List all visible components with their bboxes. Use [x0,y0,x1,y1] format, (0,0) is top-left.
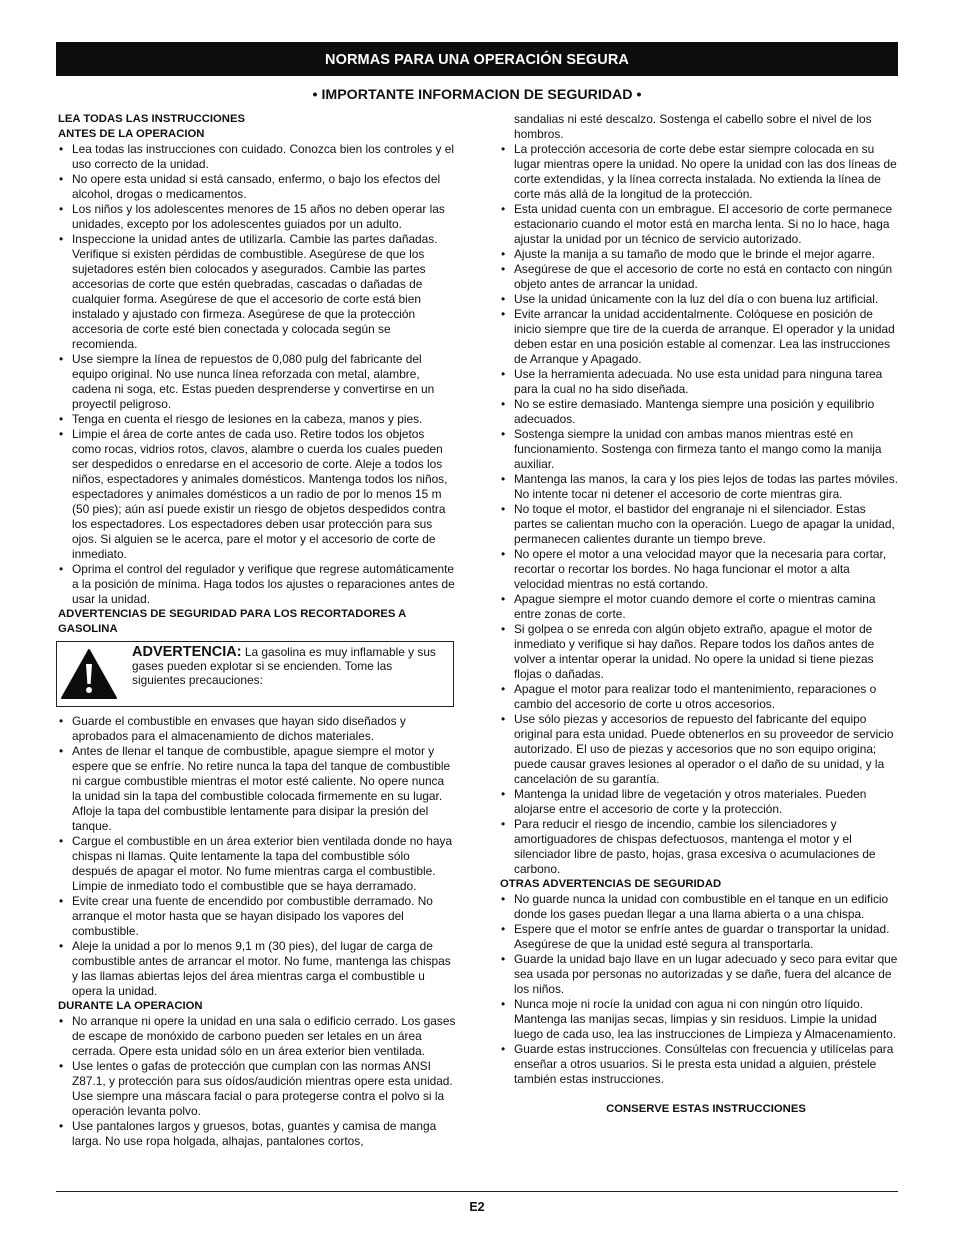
list-item: • No arranque ni opere la unidad en una sala o edificio cerrado. Los gases de escape de monóxido de carbono pueden ser letales en un área cerrada. Opere esta unidad sólo en un área exterior bien ventilada. [58,1014,456,1059]
list-item: • Oprima el control del regulador y verifique que regrese automáticamente a la posición de mínima. Haga todos los ajustes o reparaciones antes de usar la unidad. [58,562,456,607]
left-column [58,112,456,1149]
list-item: • Use lentes o gafas de protección que cumplan con las normas ANSI Z87.1, y protección para sus oídos/audición mientras opere esta unidad. Use siempre una máscara facial o para protegerse contra el polvo si la operación levanta polvo. [58,1059,456,1119]
section-title-other-warnings: OTRAS ADVERTENCIAS DE SEGURIDAD [500,878,722,890]
list-item: • No se estire demasiado. Mantenga siempre una posición y equilibrio adecuados. [500,397,898,427]
list-item: • Si golpea o se enreda con algún objeto extraño, apague el motor de inmediato y verifique si hay daños. Repare todos los daños antes de volver a intentar operar la unidad. No opere la unidad si tiene piezas flojas o dañadas. [500,622,898,682]
list-item: • Antes de llenar el tanque de combustible, apague siempre el motor y espere que se enfríe. No retire nunca la tapa del tanque de combustible ni cargue combustible mientras el motor esté caliente. No opere nunca la unidad sin la tapa del combustible colocada firmemente en su lugar. Afloje la tapa del combustible lentamente para disipar la presión del tanque. [58,744,456,834]
list-item: • Cargue el combustible en un área exterior bien ventilada donde no haya chispas ni llamas. Quite lentamente la tapa del combustible sólo después de apagar el motor. No fume mientras carga el combustible. Limpie de inmediato todo el combustible que se haya derramado. [58,834,456,894]
list-item: • Use pantalones largos y gruesos, botas, guantes y camisa de manga larga. No use ropa holgada, alhajas, pantalones cortos, [58,1119,456,1149]
list-item: • No opere el motor a una velocidad mayor que la necesaria para cortar, recortar o recortar los bordes. No haga funcionar el motor a alta velocidad mientras no está cortando. [500,547,898,592]
section-title-gasoline: GASOLINA [58,623,118,635]
list-item: • Evite crear una fuente de encendido por combustible derramado. No arranque el motor hasta que se hayan disipado los vapores del combustible. [58,894,456,939]
list-item: • Asegúrese de que el accesorio de corte no está en contacto con ningún objeto antes de arrancar la unidad. [500,262,898,292]
page-subtitle: • IMPORTANTE INFORMACION DE SEGURIDAD • [312,87,642,103]
list-item: • Aleje la unidad a por lo menos 9,1 m (30 pies), del lugar de carga de combustible antes de arrancar el motor. No fume, mantenga las chispas y las llamas abiertas lejos del área mientras carga el combustible u opera la unidad. [58,939,456,999]
warning-title: ADVERTENCIA: [132,644,242,660]
list-item: • Apague siempre el motor cuando demore el corte o mientras camina entre zonas de corte. [500,592,898,622]
warning-text [132,645,439,687]
warning-body: La gasolina es muy inflamable y sus gases pueden explotar si se encienden. Tome las siguientes precauciones: [132,645,436,687]
list-item: • Apague el motor para realizar todo el mantenimiento, reparaciones o cambio del accesorio de corte u otros accesorios. [500,682,898,712]
footer-divider [56,1191,898,1192]
list-item: • Mantenga la unidad libre de vegetación y otros materiales. Pueden alojarse entre el accesorio de corte y la protección. [500,787,898,817]
before-operation-list [58,142,456,607]
warning-box [56,641,454,707]
warning-triangle-icon [60,648,118,700]
list-item: • No guarde nunca la unidad con combustible en el tanque en un edificio donde los gases puedan llegar a una llama abierta o a una chispa. [500,892,898,922]
conserve-instructions: CONSERVE ESTAS INSTRUCCIONES [606,1103,806,1115]
list-item: • Lea todas las instrucciones con cuidado. Conozca bien los controles y el uso correcto de la unidad. [58,142,456,172]
other-warnings-list [500,892,898,1087]
list-item: • No toque el motor, el bastidor del engranaje ni el silenciador. Estas partes se calientan mucho con la operación. Luego de apagar la unidad, permanecen calientes durante un tiempo breve. [500,502,898,547]
list-item: • Use siempre la línea de repuestos de 0,080 pulg del fabricante del equipo original. No use nunca línea reforzada con metal, alambre, cadena ni soga, etc. Estas pueden desprenderse y convertirse en un proyectil peligroso. [58,352,456,412]
list-item: • Para reducir el riesgo de incendio, cambie los silenciadores y amortiguadores de chispas defectuosos, mantenga el motor y el silenciador libre de pasto, hojas, grasa excesiva o acumulaciones de carbono. [500,817,898,877]
list-item: • Nunca moje ni rocíe la unidad con agua ni con ningún otro líquido. Mantenga las manijas secas, limpias y sin residuos. Limpie la unidad luego de cada uso, lea las instrucciones de Limpieza y Almacenamiento. [500,997,898,1042]
during-operation-list-continued [500,142,898,877]
page-number: E2 [469,1200,485,1214]
list-item: • Guarde estas instrucciones. Consúltelas con frecuencia y utilícelas para enseñar a otros usuarios. Si le presta esta unidad a alguien, préstele también estas instrucciones. [500,1042,898,1087]
list-item: • Use la unidad únicamente con la luz del día o con buena luz artificial. [500,292,898,307]
section-header: NORMAS PARA UNA OPERACIÓN SEGURA [56,42,898,76]
section-title-gasoline-warnings: ADVERTENCIAS DE SEGURIDAD PARA LOS RECORTADORES A [58,608,407,620]
list-item: • Los niños y los adolescentes menores de 15 años no deben operar las unidades, excepto por los adolescentes guiados por un adulto. [58,202,456,232]
list-item: • Tenga en cuenta el riesgo de lesiones en la cabeza, manos y pies. [58,412,456,427]
list-item: • Guarde la unidad bajo llave en un lugar adecuado y seco para evitar que sea usada por personas no autorizadas y se dañe, fuera del alcance de los niños. [500,952,898,997]
section-title-before-operation: ANTES DE LA OPERACION [58,128,205,140]
section-title-read-instructions: LEA TODAS LAS INSTRUCCIONES [58,113,246,125]
list-item: • Limpie el área de corte antes de cada uso. Retire todos los objetos como rocas, vidrios rotos, clavos, alambre o cuerda los cuales pueden ser despedidos o enredarse en el accesorio de corte. Aleje a todos los niños, espectadores y animales domésticos. Mantenga todos los niños, espectadores y animales domésticos a un radio de por lo menos 15 m (50 pies); aún así puede existir un riesgo de objetos despedidos contra los espectadores. Los espectadores deben usar protección para sus ojos. Si alguien se le acerca, pare el motor y el accesorio de corte de inmediato. [58,427,456,562]
list-item-continued: sandalias ni esté descalzo. Sostenga el cabello sobre el nivel de los hombros. [514,112,872,141]
list-item: • Guarde el combustible en envases que hayan sido diseñados y aprobados para el almacenamiento de dichos materiales. [58,714,456,744]
list-item: • Ajuste la manija a su tamaño de modo que le brinde el mejor agarre. [500,247,898,262]
list-item: • La protección accesoria de corte debe estar siempre colocada en su lugar mientras opere la unidad. No opere la unidad con las dos líneas de corte extendidas, y la línea correcta instalada. No extienda la línea de corte más allá de la longitud de la protección. [500,142,898,202]
section-title-during-operation: DURANTE LA OPERACION [58,1000,203,1012]
list-item: • Espere que el motor se enfríe antes de guardar o transportar la unidad. Asegúrese de que la unidad esté segura al transportarla. [500,922,898,952]
list-item: • Use sólo piezas y accesorios de repuesto del fabricante del equipo original para esta unidad. Puede obtenerlos en su proveedor de servicio autorizado. El uso de piezas y accesorios que no son equipo origina; puede causar graves lesiones al operador o el daño de su unidad, y la cancelación de su garantía. [500,712,898,787]
list-item: • Sostenga siempre la unidad con ambas manos mientras esté en funcionamiento. Sostenga con firmeza tanto el mango como la manija auxiliar. [500,427,898,472]
list-item: • Use la herramienta adecuada. No use esta unidad para ninguna tarea para la cual no ha sido diseñada. [500,367,898,397]
list-item: • Evite arrancar la unidad accidentalmente. Colóquese en posición de inicio siempre que tire de la cuerda de arranque. El operador y la unidad deben estar en una posición estable al comenzar. Lea las instrucciones de Arranque y Apagado. [500,307,898,367]
right-column [500,112,898,1117]
list-item: • No opere esta unidad si está cansado, enfermo, o bajo los efectos del alcohol, drogas o medicamentos. [58,172,456,202]
gasoline-list [58,714,456,999]
list-item: • Mantenga las manos, la cara y los pies lejos de todas las partes móviles. No intente tocar ni detener el accesorio de corte mientras gira. [500,472,898,502]
during-operation-list [58,1014,456,1149]
list-item: • Esta unidad cuenta con un embrague. El accesorio de corte permanece estacionario cuando el motor está en marcha lenta. Si no lo hace, haga ajustar la unidad por un técnico de servicio autorizado. [500,202,898,247]
list-item: • Inspeccione la unidad antes de utilizarla. Cambie las partes dañadas. Verifique si existen pérdidas de combustible. Asegúrese de que los sujetadores estén bien colocados y asegurados. Cambie las partes accesorias de corte que estén quebradas, cascadas o dañadas de cualquier forma. Asegúrese de que el accesorio de corte está bien instalado y ajustado con firmeza. Asegúrese de que la protección accesoria de corte esté bien conectada y colocada según se recomienda. [58,232,456,352]
